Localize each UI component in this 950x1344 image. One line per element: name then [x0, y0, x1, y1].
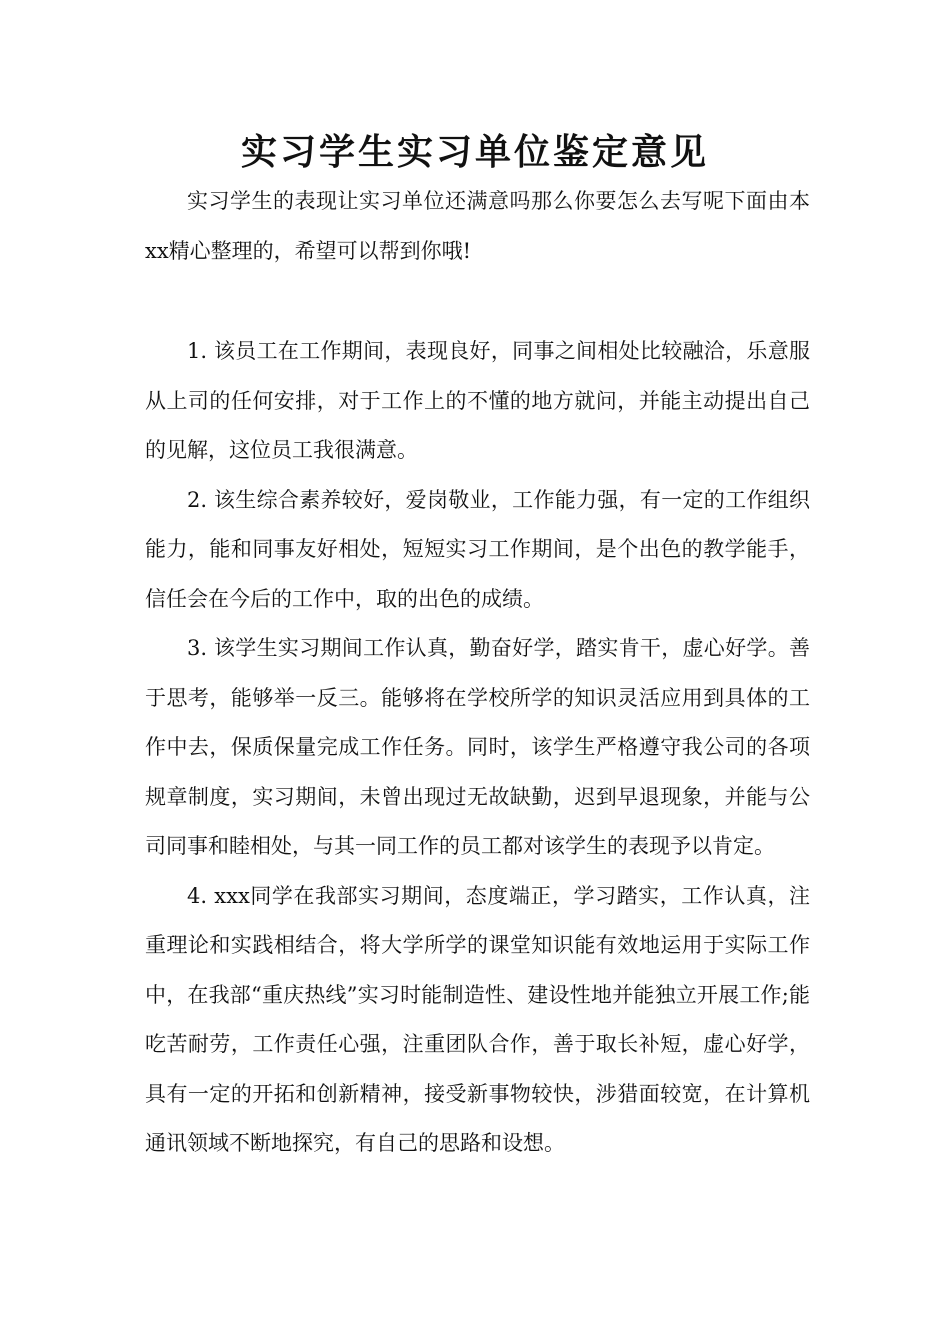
- appraisal-list: [145, 327, 810, 1169]
- intro-paragraph: 实习学生的表现让实习单位还满意吗那么你要怎么去写呢下面由本xx精心整理的，希望可以帮到你哦!: [145, 189, 810, 263]
- appraisal-item-3: 3. 该学生实习期间工作认真，勤奋好学，踏实肯干，虚心好学。善于思考，能够举一反三。能够将在学校所学的知识灵活应用到具体的工作中去，保质保量完成工作任务。同时，该学生严格遵守我公司的各项规章制度，实习期间，未曾出现过无故缺勤，迟到早退现象，并能与公司同事和睦相处，与其一同工作的员工都对该学生的表现予以肯定。: [145, 636, 810, 858]
- appraisal-item-1: 1. 该员工在工作期间，表现良好，同事之间相处比较融洽，乐意服从上司的任何安排，对于工作上的不懂的地方就问，并能主动提出自己的见解，这位员工我很满意。: [145, 339, 810, 462]
- appraisal-item-4: 4. xxx同学在我部实习期间，态度端正，学习踏实，工作认真，注重理论和实践相结合，将大学所学的课堂知识能有效地运用于实际工作中，在我部“重庆热线”实习时能制造性、建设性地并能独立开展工作;能吃苦耐劳，工作责任心强，注重团队合作，善于取长补短，虚心好学，具有一定的开拓和创新精神，接受新事物较快，涉猎面较宽，在计算机通讯领域不断地探究，有自己的思路和设想。: [145, 883, 810, 1155]
- document-title: 实习学生实习单位鉴定意见: [240, 131, 709, 173]
- appraisal-item-2: 2. 该生综合素养较好，爱岗敬业，工作能力强，有一定的工作组织能力，能和同事友好相处，短短实习工作期间，是个出色的教学能手，信任会在今后的工作中，取的出色的成绩。: [145, 487, 810, 611]
